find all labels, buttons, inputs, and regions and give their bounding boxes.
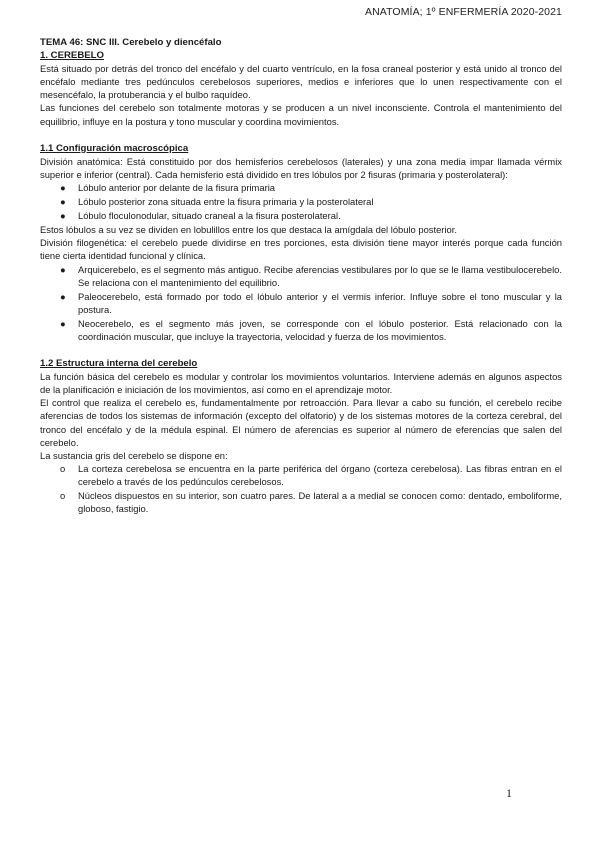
hollow-bullet-icon: o (60, 490, 66, 501)
gray-matter-intro: La sustancia gris del cerebelo se dispone en: (40, 449, 228, 461)
bullet-icon: ● (60, 290, 66, 302)
lobules-paragraph: Estos lóbulos a su vez se dividen en lobulillos entre los que destaca la amígdala del lóbulo posterior. (40, 224, 457, 236)
list-item: ● Paleocerebelo, está formado por todo el lóbulo anterior y el vermis inferior. Influye sobre el tono muscular y la postura. (60, 290, 562, 315)
section-heading-estructura: 1.2 Estructura interna del cerebelo (40, 358, 198, 370)
anatomical-division-paragraph: División anatómica: Está constituido por dos hemisferios cerebelosos (laterales) y una zona media impar llamada vérmix superior e inferior (central). Cada hemisferio está dividido en tres lóbulos por 2 fisuras (primaria y posterolateral): (40, 155, 562, 180)
basic-function-paragraph: La función básica del cerebelo es modular y controlar los movimientos voluntarios. Interviene además en algunos aspectos de la planificación e iniciación de los movimientos, así como en el aprendizaje motor. (40, 371, 562, 396)
page-number: 1 (506, 786, 512, 800)
page-header: ANATOMÍA; 1º ENFERMERÍA 2020-2021 (365, 6, 562, 18)
gray-matter-list (40, 462, 562, 515)
list-item: ● Lóbulo anterior por delante de la fisura primaria (60, 181, 275, 193)
hollow-bullet-icon: o (60, 462, 66, 474)
list-item: o La corteza cerebelosa se encuentra en la parte periférica del órgano (corteza cerebelosa). Las fibras entran en el cerebelo a través de los pedúnculos cerebelosos. (60, 462, 562, 487)
section-heading-cerebelo: 1. CEREBELO (40, 50, 104, 62)
phylogenetic-division-paragraph: División filogenética: el cerebelo puede dividirse en tres porciones, esta división tiene mayor interés porque cada función tiene cierta identidad funcional y clínica. (40, 237, 562, 262)
document-body (40, 36, 562, 516)
control-paragraph: El control que realiza el cerebelo es, fundamentalmente por retroacción. Para llevar a cabo su función, el cerebelo recibe aferencias de todos los sistemas de información (excepto del olfatorio) y de los sistemas motores de la corteza cerebral, del tronco del encéfalo y de la médula espinal. El número de aferencias es superior al número de eferencias que salen del cerebelo. (40, 397, 562, 448)
list-item: o Núcleos dispuestos en su interior, son cuatro pares. De lateral a a medial se conocen como: dentado, emboliforme, globoso, fastigio. (60, 490, 562, 515)
intro-paragraph: Está situado por detrás del tronco del encéfalo y del cuarto ventrículo, en la fosa craneal posterior y está unido al tronco del encéfalo mediante tres pedúnculos cerebelosos superiores, medios e inferiores que lo unen respectivamente con el mesencéfalo, la protuberancia y el bulbo raquídeo. (40, 63, 562, 101)
bullet-icon: ● (60, 317, 66, 329)
document-title: TEMA 46: SNC III. Cerebelo y diencéfalo (40, 37, 222, 48)
bullet-icon: ● (60, 196, 66, 208)
lobes-list (40, 181, 562, 222)
bullet-icon: ● (60, 263, 66, 275)
list-item: ● Lóbulo floculonodular, situado craneal a la fisura posterolateral. (60, 210, 341, 222)
bullet-icon: ● (60, 210, 66, 222)
section-heading-configuracion: 1.1 Configuración macroscópica (40, 142, 189, 154)
bullet-icon: ● (60, 181, 66, 193)
portions-list (40, 263, 562, 344)
list-item: ● Neocerebelo, es el segmento más joven, se corresponde con el lóbulo posterior. Está relacionado con la coordinación muscular, que incluye la trayectoria, velocidad y fuerza de los movimientos. (60, 317, 562, 342)
list-item: ● Lóbulo posterior zona situada entre la fisura primaria y la posterolateral (60, 196, 374, 208)
list-item: ● Arquicerebelo, es el segmento más antiguo. Recibe aferencias vestibulares por lo que se le llama vestibulocerebelo. Se relaciona con el mantenimiento del equilibrio. (60, 263, 562, 288)
functions-paragraph: Las funciones del cerebelo son totalmente motoras y se producen a un nivel inconsciente. Controla el mantenimiento del equilibrio, influye en la postura y tono muscular y coordina movimientos. (40, 102, 562, 127)
